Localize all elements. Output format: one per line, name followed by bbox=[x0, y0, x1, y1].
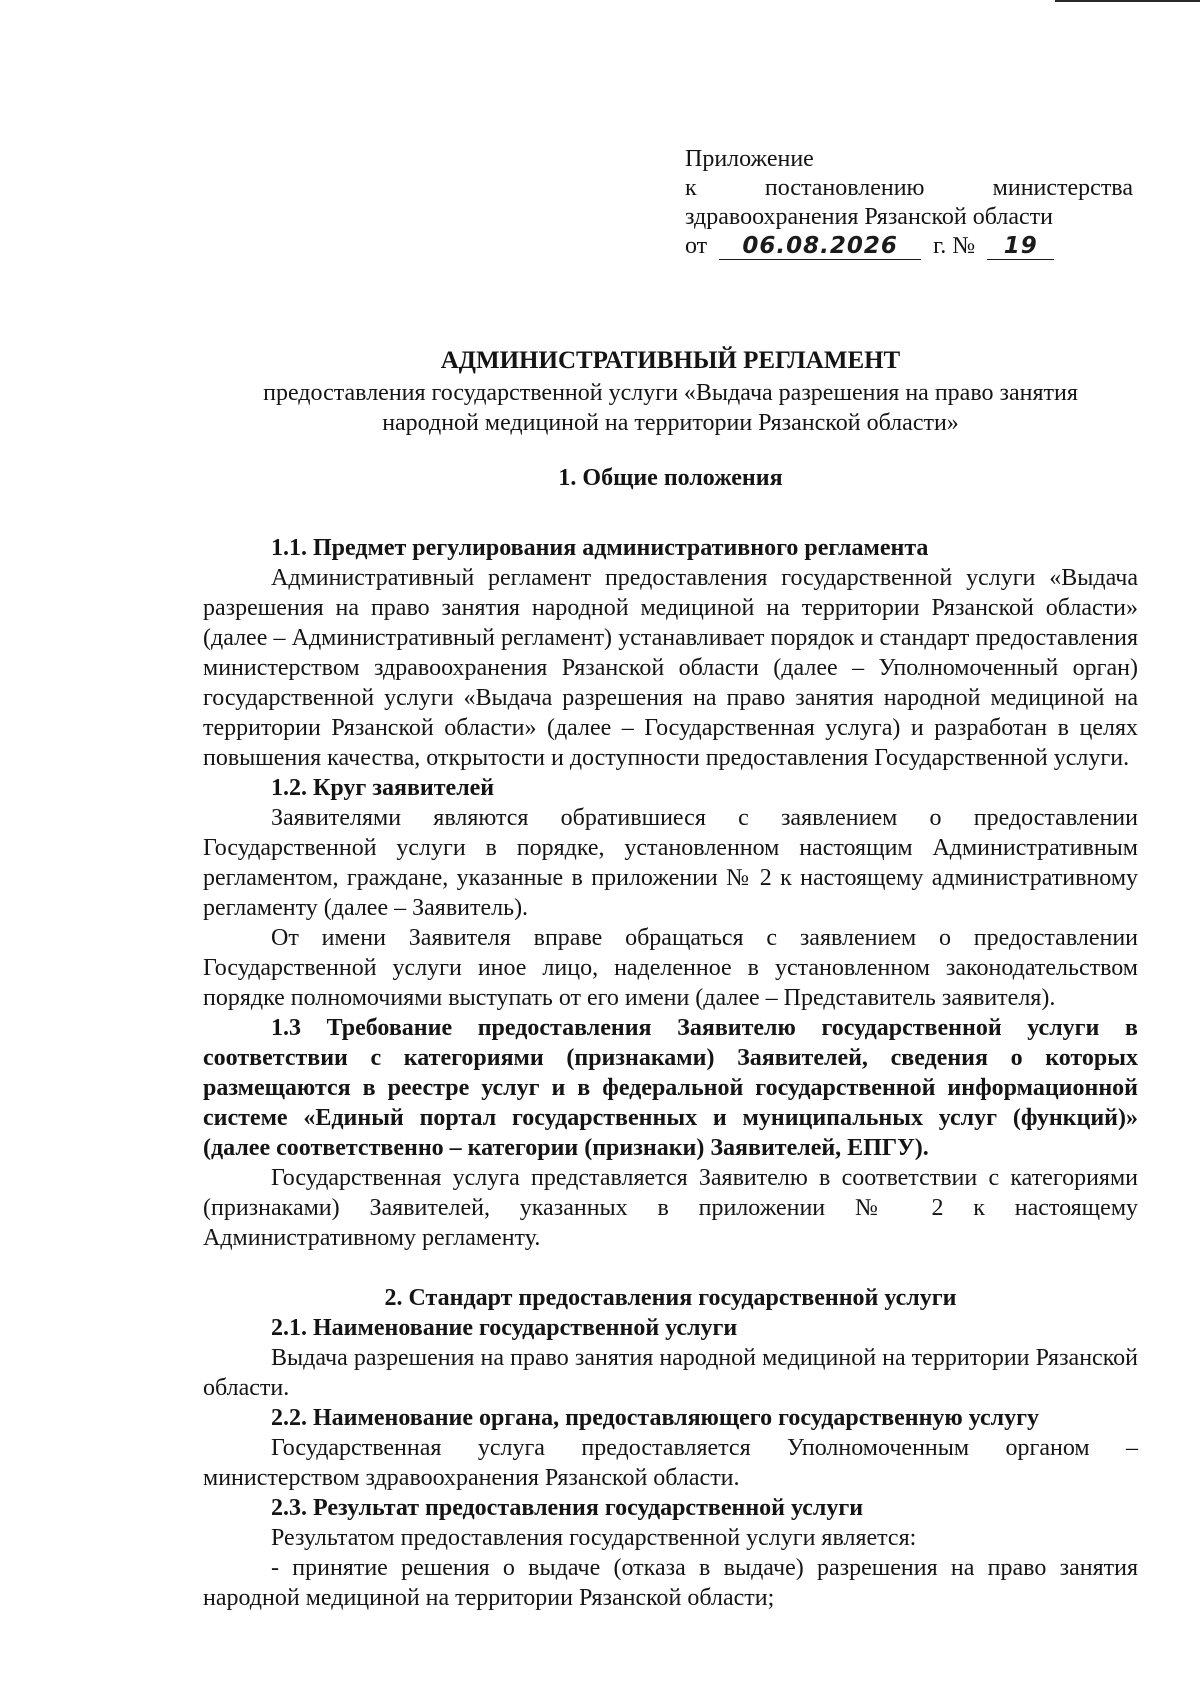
appendix-resolution-word: постановлению bbox=[764, 175, 925, 201]
document-subtitle-line-2: народной медициной на территории Рязанской области» bbox=[382, 410, 959, 436]
section-2-3-text-1: Результатом предоставления государственной услуги является: bbox=[271, 1525, 917, 1551]
section-2-3-text-2: - принятие решения о выдаче (отказа в выдаче) разрешения на право занятия народной медициной на территории Рязанской области; bbox=[203, 1555, 1138, 1611]
handwritten-date: 06.08.2026 bbox=[719, 233, 921, 260]
section-2-1-heading: 2.1. Наименование государственной услуги bbox=[271, 1315, 738, 1341]
section-1-2-text-1: Заявителями являются обратившиеся с заявлением о предоставлении Государственной услуги в порядке, установленном настоящим Административным регламентом, граждане, указанные в приложении № 2 к настоящему административному регламенту (далее – Заявитель). bbox=[203, 805, 1138, 921]
section-1-1-heading: 1.1. Предмет регулирования административного регламента bbox=[271, 535, 929, 561]
appendix-date-line bbox=[685, 232, 1133, 261]
appendix-ministry-line: здравоохранения Рязанской области bbox=[685, 204, 1053, 230]
appendix-label: Приложение bbox=[685, 146, 814, 172]
handwritten-number: 19 bbox=[987, 233, 1054, 260]
section-2-3-heading: 2.3. Результат предоставления государственной услуги bbox=[271, 1495, 864, 1521]
section-1-heading: 1. Общие положения bbox=[558, 465, 783, 491]
appendix-block bbox=[685, 145, 1133, 261]
appendix-k: к bbox=[685, 175, 697, 201]
scan-edge-line bbox=[1055, 0, 1200, 2]
document-body bbox=[203, 346, 1138, 1613]
document-title: АДМИНИСТРАТИВНЫЙ РЕГЛАМЕНТ bbox=[440, 347, 901, 374]
document-subtitle-line-1: предоставления государственной услуги «Выдача разрешения на право занятия bbox=[263, 380, 1078, 406]
section-1-3-heading: 1.3 Требование предоставления Заявителю государственной услуги в соответствии с категориями (признаками) Заявителей, сведения о которых размещаются в реестре услуг и в федеральной государственной информационной системе «Единый портал государственных и муниципальных услуг (функций)» (далее соответственно – категории (признаки) Заявителей, ЕПГУ). bbox=[203, 1015, 1138, 1161]
section-1-3-text: Государственная услуга представляется Заявителю в соответствии с категориями (признаками) Заявителей, указанных в приложении № 2 к настоящему Административному регламенту. bbox=[203, 1165, 1138, 1251]
section-2-1-text: Выдача разрешения на право занятия народной медициной на территории Рязанской области. bbox=[203, 1345, 1138, 1401]
section-2-2-text: Государственная услуга предоставляется Уполномоченным органом – министерством здравоохранения Рязанской области. bbox=[203, 1435, 1138, 1491]
number-prefix: г. № bbox=[933, 233, 976, 259]
section-2-heading: 2. Стандарт предоставления государственной услуги bbox=[384, 1285, 957, 1311]
appendix-resolution-line bbox=[685, 174, 1133, 203]
appendix-ministry-word: министерства bbox=[992, 175, 1133, 201]
section-1-2-text-2: От имени Заявителя вправе обращаться с заявлением о предоставлении Государственной услуги иное лицо, наделенное в установленном законодательством порядке полномочиями выступать от его имени (далее – Представитель заявителя). bbox=[203, 925, 1138, 1011]
date-prefix: от bbox=[685, 233, 708, 259]
section-1-2-heading: 1.2. Круг заявителей bbox=[271, 775, 495, 801]
section-2-2-heading: 2.2. Наименование органа, предоставляющего государственную услугу bbox=[271, 1405, 1040, 1431]
section-1-1-text: Административный регламент предоставления государственной услуги «Выдача разрешения на право занятия народной медициной на территории Рязанской области» (далее – Административный регламент) устанавливает порядок и стандарт предоставления министерством здравоохранения Рязанской области (далее – Уполномоченный орган) государственной услуги «Выдача разрешения на право занятия народной медициной на территории Рязанской области» (далее – Государственная услуга) и разработан в целях повышения качества, открытости и доступности предоставления Государственной услуги. bbox=[203, 565, 1138, 771]
